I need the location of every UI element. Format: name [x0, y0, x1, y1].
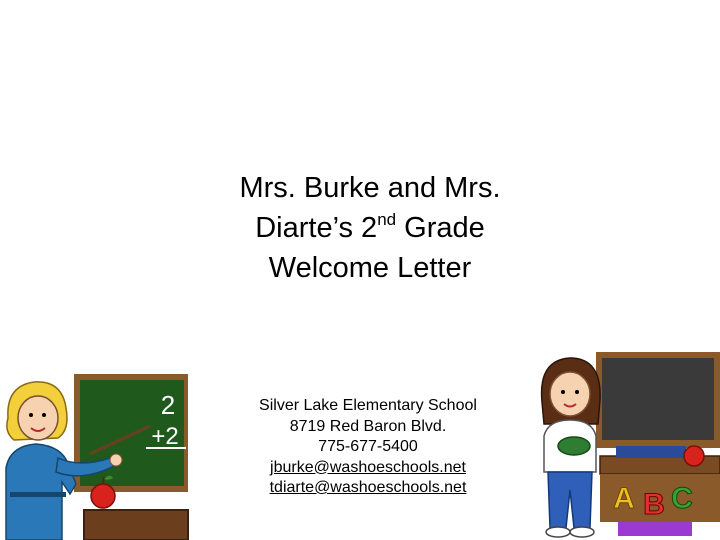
school-phone: 775-677-5400	[318, 438, 418, 455]
school-name: Silver Lake Elementary School	[259, 397, 477, 414]
title-line-2-suffix: Grade	[396, 212, 485, 244]
letter-a: A	[613, 482, 635, 515]
board	[602, 358, 714, 440]
apple-stem	[103, 477, 104, 484]
title-line-1: Mrs. Burke and Mrs.	[239, 172, 501, 204]
desk	[84, 510, 188, 540]
letter-c: C	[671, 482, 693, 515]
book-stack	[616, 446, 686, 458]
purple-tray	[618, 522, 692, 536]
page-title	[180, 168, 560, 288]
teacher-face	[550, 372, 590, 416]
teacher-at-chalkboard-illustration	[0, 360, 190, 540]
apple-icon	[91, 484, 115, 508]
shoe-right	[570, 527, 594, 537]
apple-icon	[684, 446, 704, 466]
email-link-burke[interactable]: jburke@washoeschools.net	[270, 458, 466, 476]
teacher-eye-left	[561, 390, 565, 394]
title-line-3: Welcome Letter	[268, 252, 472, 284]
teacher-belt	[10, 492, 66, 497]
chalkboard-number: 2	[160, 390, 176, 420]
title-line-2	[180, 208, 560, 248]
teacher-eye-right	[42, 413, 46, 417]
contact-block	[218, 396, 518, 499]
teacher-face	[18, 396, 58, 440]
bowl-icon	[558, 437, 590, 455]
shoe-left	[546, 527, 570, 537]
teacher-eye-left	[29, 413, 33, 417]
email-link-diarte[interactable]: tdiarte@washoeschools.net	[269, 479, 467, 496]
teacher-hand	[110, 454, 122, 466]
title-line-2-prefix: Diarte’s 2	[255, 212, 378, 244]
title-ordinal-suffix: nd	[377, 210, 397, 229]
teacher-jeans	[548, 472, 592, 528]
school-address: 8719 Red Baron Blvd.	[289, 417, 447, 435]
chalkboard-addend: +2	[151, 423, 179, 450]
teacher-with-books-illustration	[528, 348, 720, 540]
teacher-eye-right	[575, 390, 579, 394]
letter-b: B	[643, 488, 665, 521]
